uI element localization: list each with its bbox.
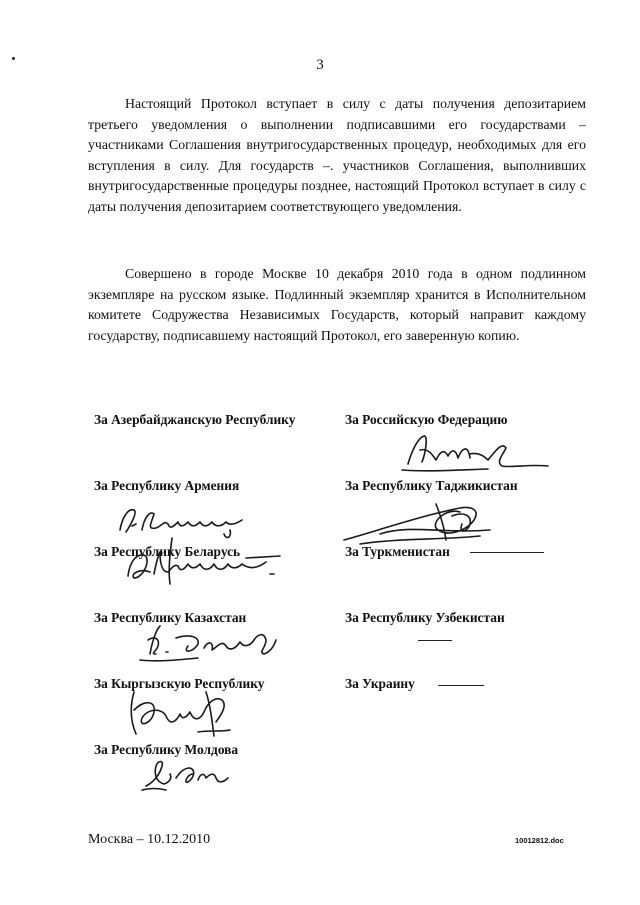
signatory-uzbekistan: За Республику Узбекистан — [345, 610, 505, 625]
signatory-azerbaijan: За Азербайджанскую Республику — [94, 412, 296, 427]
signature-russia — [398, 430, 558, 476]
signatory-russia: За Российскую Федерацию — [345, 412, 508, 427]
blank-line-ukraine — [438, 685, 484, 686]
blank-line-turkmenistan — [470, 552, 544, 553]
signatory-tajikistan: За Республику Таджикистан — [345, 478, 518, 493]
signatory-kazakhstan: За Республику Казахстан — [94, 610, 247, 625]
signature-moldova — [140, 752, 250, 792]
signature-kazakhstan — [138, 618, 298, 664]
signature-kyrgyzstan — [120, 686, 250, 742]
signatory-armenia: За Республику Армения — [94, 478, 240, 493]
signatory-turkmenistan: За Туркменистан — [345, 544, 450, 559]
footer-city-date: Москва – 10.12.2010 — [88, 832, 211, 847]
signature-tajikistan — [340, 494, 520, 550]
signatory-kyrgyzstan: За Кыргызскую Республику — [94, 676, 265, 691]
paragraph-done-in-moscow: Совершено в городе Москве 10 декабря 2010 года в одном подлинном экземпляре на русском языке. Подлинный экземпляр хранится в Исполнительном комитете Содружества Независимых Государств, который направит каждому государству, подписавшему настоящий Протокол, его заверенную копию. — [88, 266, 586, 343]
signatory-belarus: За Республику Беларусь — [94, 544, 241, 559]
signatory-moldova: За Республику Молдова — [94, 742, 239, 757]
signature-belarus — [120, 534, 310, 586]
blank-line-uzbekistan — [418, 640, 452, 641]
footer-filename: 10012812.doc — [515, 836, 564, 845]
signatory-ukraine: За Украину — [345, 676, 415, 691]
paragraph-entry-into-force: Настоящий Протокол вступает в силу с даты получения депозитарием третьего уведомления о выполнении подписавшими его государствами – участниками Соглашения внутригосударственных процедур, необходимых для его вступления в силу. Для государств –. участников Соглашения, выполнивших внутригосударственные процедуры позднее, настоящий Протокол вступает в силу с даты получения депозитарием соответствующего уведомления. — [88, 96, 586, 214]
page-number: 3 — [316, 57, 324, 73]
